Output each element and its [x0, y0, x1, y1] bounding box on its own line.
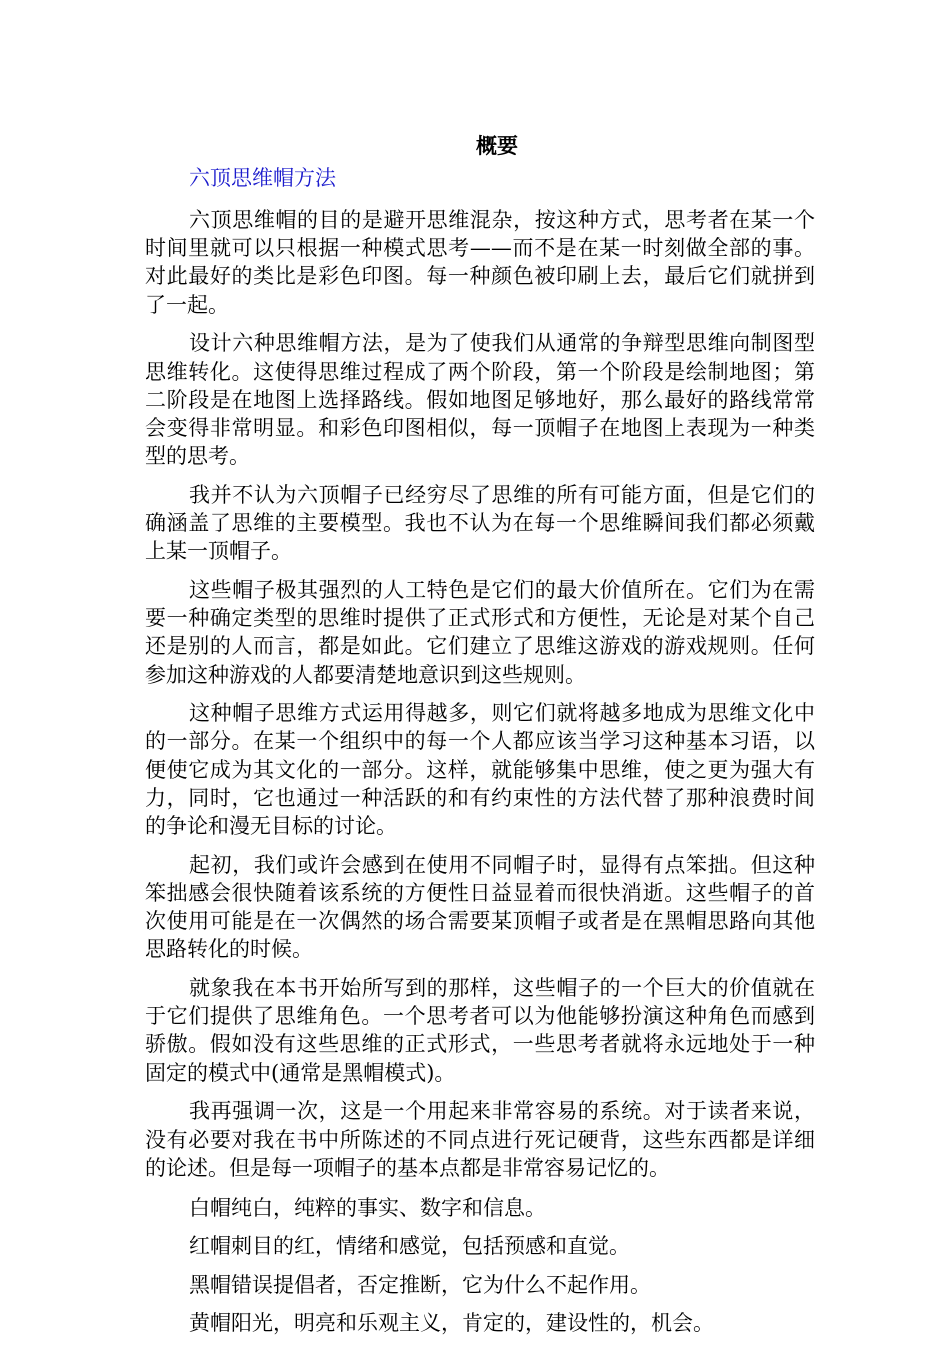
page-title: 概要 — [476, 134, 518, 158]
paragraph-5: 这种帽子思维方式运用得越多，则它们就将越多地成为思维文化中的一部分。在某一个组织中的每一个人都应该当学习这种基本习语，以便使它成为其文化的一部分。这样，就能够集中思维，使之更为强大有力，同时，它也通过一种活跃的和有约束性的方法代替了那种浪费时间的争论和漫无目标的讨论。 — [145, 701, 815, 839]
paragraph-8: 我再强调一次，这是一个用起来非常容易的系统。对于读者来说，没有必要对我在书中所陈述的不同点进行死记硬背，这些东西都是详细的论述。但是每一项帽子的基本点都是非常容易记忆的。 — [145, 1099, 815, 1180]
paragraph-7: 就象我在本书开始所写到的那样，这些帽子的一个巨大的价值就在于它们提供了思维角色。一个思考者可以为他能够扮演这种角色而感到骄傲。假如没有这些思维的正式形式，一些思考者就将永远地处于一种固定的模式中(通常是黑帽模式)。 — [145, 976, 815, 1085]
white-hat-line: 白帽纯白，纯粹的事实、数字和信息。 — [189, 1195, 546, 1220]
section-heading[interactable]: 六顶思维帽方法 — [189, 166, 336, 190]
yellow-hat-line: 黄帽阳光，明亮和乐观主义，肯定的，建设性的，机会。 — [189, 1311, 714, 1335]
paragraph-3: 我并不认为六顶帽子已经穷尽了思维的所有可能方面，但是它们的确涵盖了思维的主要模型。我也不认为在每一个思维瞬间我们都必须戴上某一顶帽子。 — [145, 482, 815, 564]
red-hat-line: 红帽刺目的红，情绪和感觉，包括预感和直觉。 — [189, 1234, 630, 1258]
black-hat-line: 黑帽错误提倡者，否定推断，它为什么不起作用。 — [189, 1272, 651, 1297]
document-body — [145, 160, 815, 1347]
paragraph-1: 六顶思维帽的目的是避开思维混杂，按这种方式，思考者在某一个时间里就可以只根据一种模式思考——而不是在某一时刻做全部的事。对此最好的类比是彩色印图。每一种颜色被印刷上去，最后它们就拼到了一起。 — [145, 208, 815, 317]
paragraph-2: 设计六种思维帽方法，是为了使我们从通常的争辩型思维向制图型思维转化。这使得思维过程成了两个阶段，第一个阶段是绘制地图；第二阶段是在地图上选择路线。假如地图足够地好，那么最好的路线常常会变得非常明显。和彩色印图相似，每一顶帽子在地图上表现为一种类型的思考。 — [145, 331, 815, 469]
paragraph-4: 这些帽子极其强烈的人工特色是它们的最大价值所在。它们为在需要一种确定类型的思维时提供了正式形式和方便性，无论是对某个自己还是别的人而言，都是如此。它们建立了思维这游戏的游戏规则。任何参加这种游戏的人都要清楚地意识到这些规则。 — [145, 577, 815, 687]
paragraph-6: 起初，我们或许会感到在使用不同帽子时，显得有点笨拙。但这种笨拙感会很快随着该系统的方便性日益显着而很快消逝。这些帽子的首次使用可能是在一次偶然的场合需要某顶帽子或者是在黑帽思路向其他思路转化的时候。 — [145, 852, 815, 962]
